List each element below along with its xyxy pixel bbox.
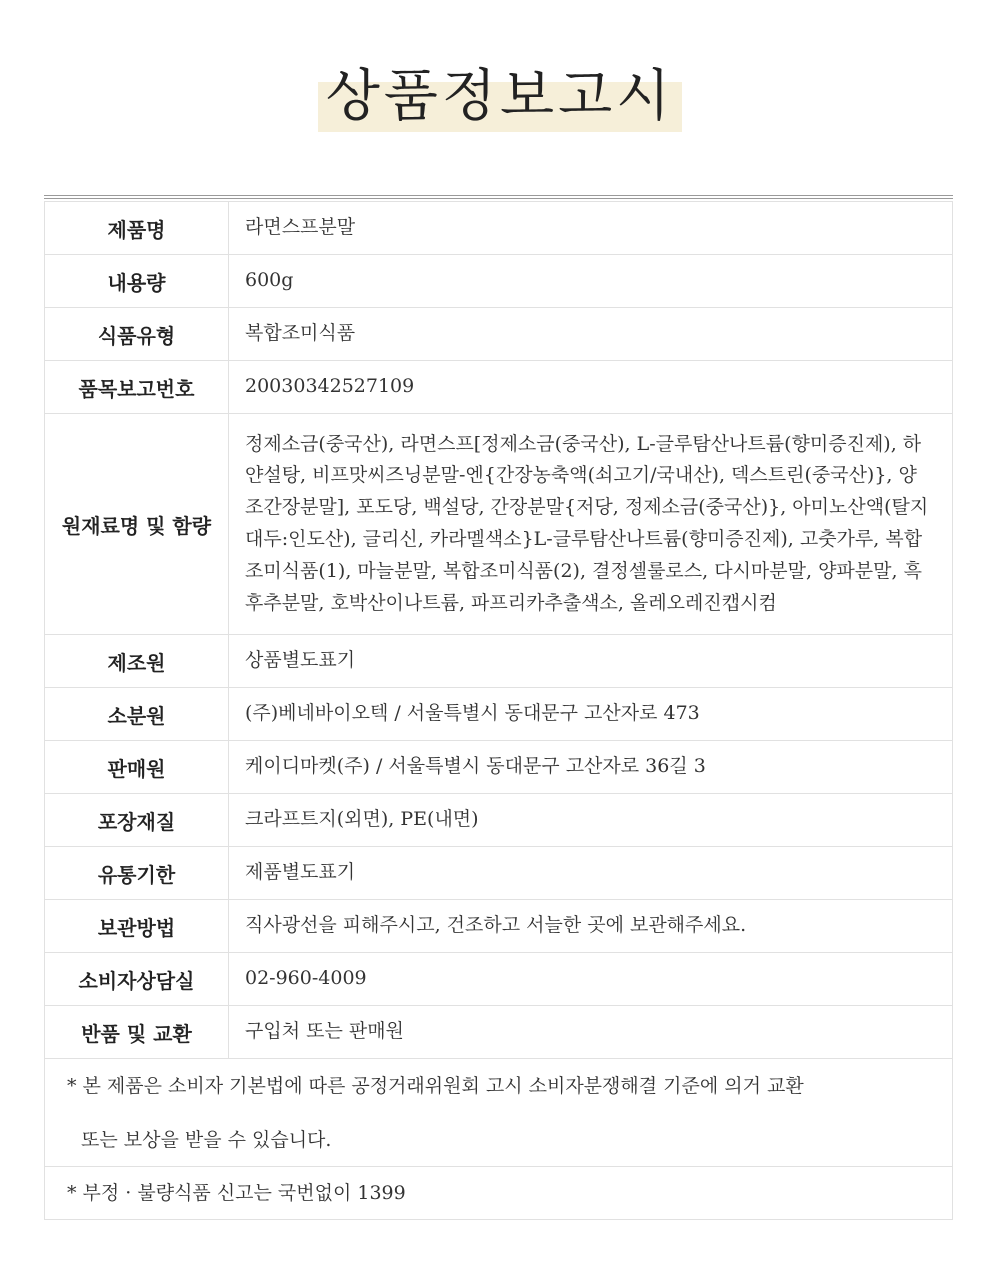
table-row bbox=[45, 847, 953, 900]
row-value-product-name: 라면스프분말 bbox=[229, 202, 953, 255]
notice-row bbox=[45, 1167, 953, 1220]
row-value-repacker: (주)베네바이오텍 / 서울특별시 동대문구 고산자로 473 bbox=[229, 688, 953, 741]
row-label-expiry: 유통기한 bbox=[45, 847, 229, 900]
row-value-ingredients: 정제소금(중국산), 라면스프[정제소금(중국산), L-글루탐산나트륨(향미증진제), 하얀설탕, 비프맛씨즈닝분말-엔{간장농축액(쇠고기/국내산), 덱스트린(중국산)}, 양조간장분말], 포도당, 백설당, 간장분말{저당, 정제소금(중국산)}, 아미노산액(탈지대두:인도산), 글리신, 카라멜색소}L-글루탐산나트륨(향미증진제), 고춧가루, 복합조미식품(1), 마늘분말, 복합조미식품(2), 결정셀룰로스, 다시마분말, 양파분말, 흑후추분말, 호박산이나트륨, 파프리카추출색소, 올레오레진캡시컴 bbox=[229, 414, 953, 635]
row-label-consumer-center: 소비자상담실 bbox=[45, 953, 229, 1006]
table-row bbox=[45, 255, 953, 308]
table-row bbox=[45, 1006, 953, 1059]
row-value-storage: 직사광선을 피해주시고, 건조하고 서늘한 곳에 보관해주세요. bbox=[229, 900, 953, 953]
row-label-product-name: 제품명 bbox=[45, 202, 229, 255]
row-value-net-content: 600g bbox=[229, 255, 953, 308]
top-divider-line bbox=[44, 195, 953, 196]
table-row bbox=[45, 741, 953, 794]
row-value-food-type: 복합조미식품 bbox=[229, 308, 953, 361]
row-value-expiry: 제품별도표기 bbox=[229, 847, 953, 900]
row-value-manufacturer: 상품별도표기 bbox=[229, 635, 953, 688]
table-row bbox=[45, 635, 953, 688]
page-title bbox=[318, 62, 683, 132]
row-value-consumer-center: 02-960-4009 bbox=[229, 953, 953, 1006]
title-area bbox=[0, 62, 1000, 132]
row-label-packaging: 포장재질 bbox=[45, 794, 229, 847]
table-row bbox=[45, 202, 953, 255]
row-label-ingredients: 원재료명 및 함량 bbox=[45, 414, 229, 635]
row-label-returns: 반품 및 교환 bbox=[45, 1006, 229, 1059]
notice-consumer-dispute bbox=[45, 1059, 953, 1167]
table-row bbox=[45, 953, 953, 1006]
notice-row bbox=[45, 1059, 953, 1167]
table-row bbox=[45, 900, 953, 953]
table-row bbox=[45, 688, 953, 741]
notice-line: * 본 제품은 소비자 기본법에 따른 공정거래위원회 고시 소비자분쟁해결 기준에 의거 교환 bbox=[67, 1074, 804, 1097]
row-label-manufacturer: 제조원 bbox=[45, 635, 229, 688]
table-row bbox=[45, 794, 953, 847]
top-divider-line-inner bbox=[44, 198, 953, 199]
table-row bbox=[45, 361, 953, 414]
notice-line: 또는 보상을 받을 수 있습니다. bbox=[81, 1128, 332, 1151]
row-value-packaging: 크라프트지(외면), PE(내면) bbox=[229, 794, 953, 847]
row-label-report-number: 품목보고번호 bbox=[45, 361, 229, 414]
table-row bbox=[45, 414, 953, 635]
row-value-seller: 케이디마켓(주) / 서울특별시 동대문구 고산자로 36길 3 bbox=[229, 741, 953, 794]
row-label-seller: 판매원 bbox=[45, 741, 229, 794]
row-value-returns: 구입처 또는 판매원 bbox=[229, 1006, 953, 1059]
product-info-table bbox=[44, 201, 953, 1220]
row-value-report-number: 20030342527109 bbox=[229, 361, 953, 414]
row-label-repacker: 소분원 bbox=[45, 688, 229, 741]
page-title-text: 상품정보고시 bbox=[325, 64, 675, 129]
row-label-food-type: 식품유형 bbox=[45, 308, 229, 361]
table-row bbox=[45, 308, 953, 361]
row-label-net-content: 내용량 bbox=[45, 255, 229, 308]
notice-report-hotline: * 부정 · 불량식품 신고는 국번없이 1399 bbox=[45, 1167, 953, 1220]
row-label-storage: 보관방법 bbox=[45, 900, 229, 953]
